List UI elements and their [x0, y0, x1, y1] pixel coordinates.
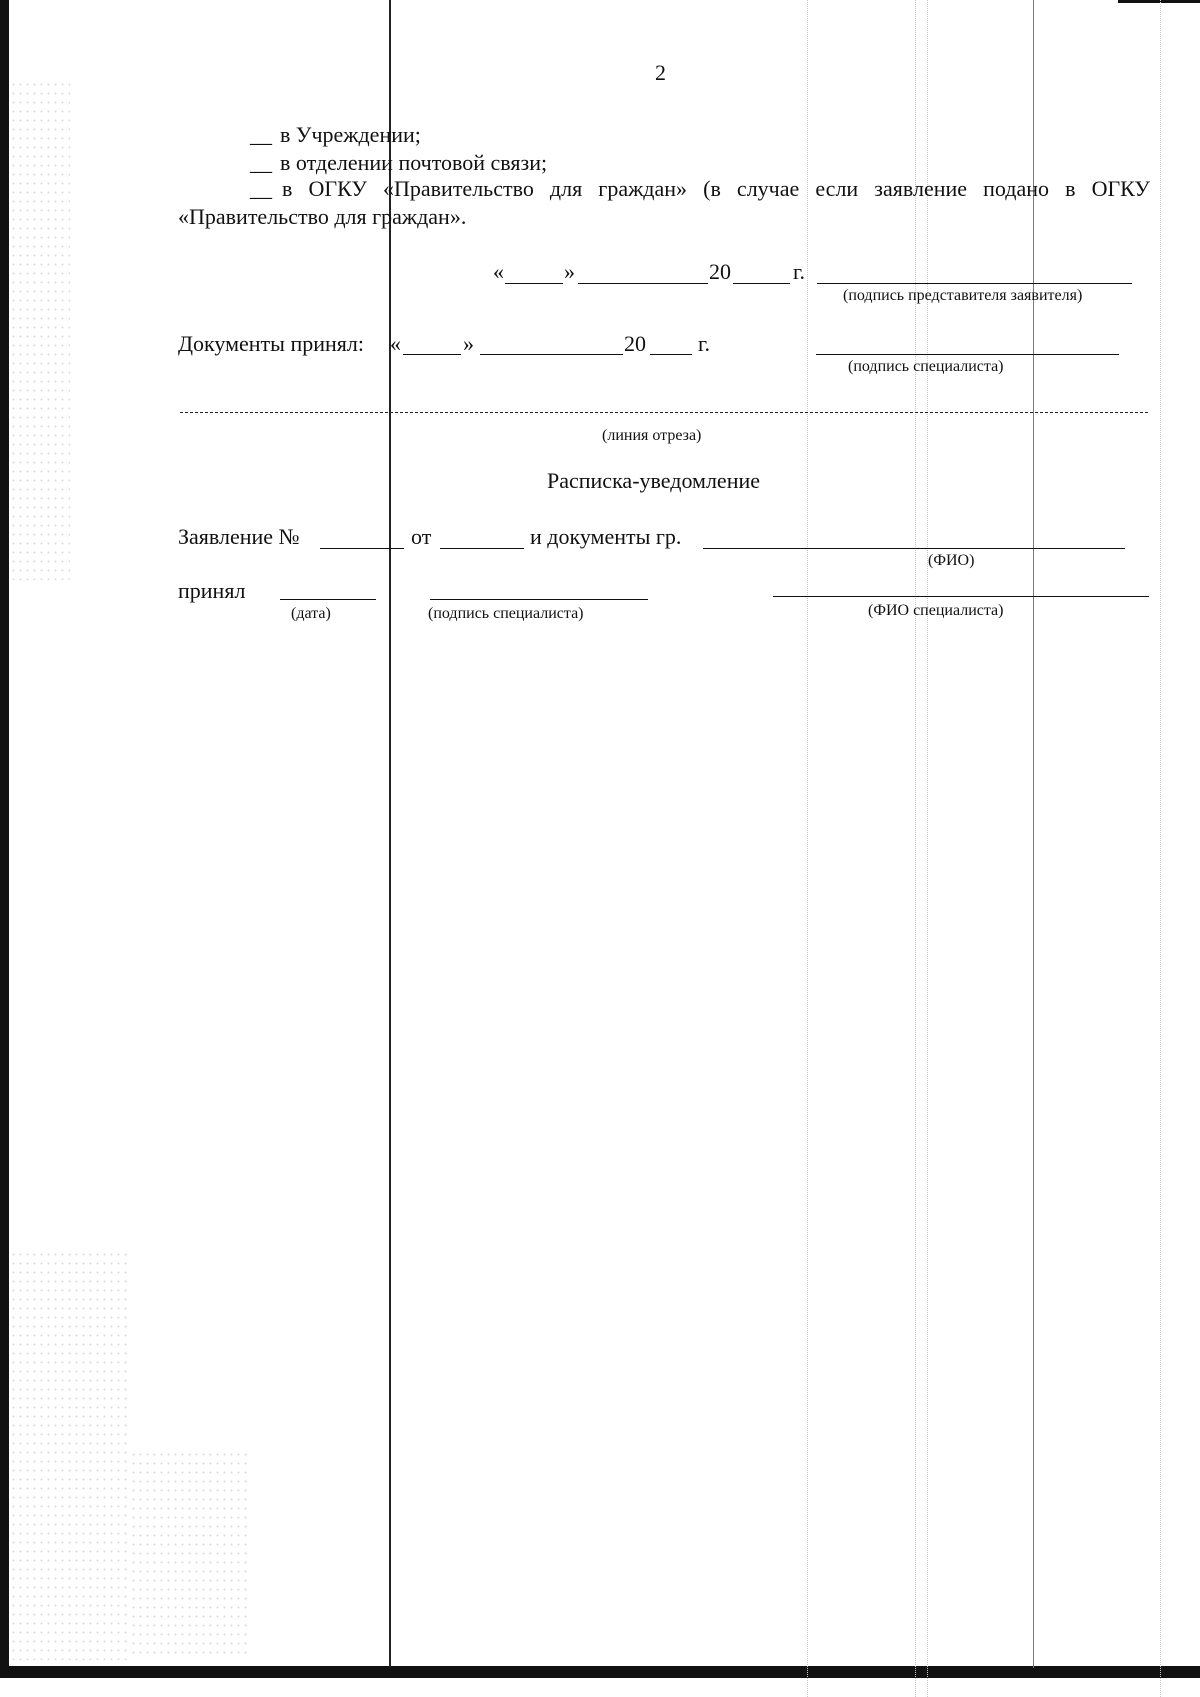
fio-caption: (ФИО)	[928, 552, 975, 569]
signature-caption: (подпись представителя заявителя)	[843, 287, 1083, 304]
scan-dotted-line	[1160, 0, 1161, 1697]
year-prefix: 20	[709, 259, 731, 284]
option-blank: __	[250, 122, 272, 147]
specialist-signature-line	[430, 599, 648, 600]
specialist-signature-caption: (подпись специалиста)	[428, 605, 584, 622]
cut-line	[180, 412, 1148, 413]
scan-noise	[10, 1250, 130, 1660]
year-blank	[733, 283, 790, 284]
scan-dotted-line	[927, 0, 928, 1697]
scan-edge-bottom	[0, 1666, 1200, 1678]
open-quote: «	[493, 259, 504, 284]
scan-vertical-line	[1033, 0, 1034, 1668]
citizen-fio-line	[703, 548, 1125, 549]
statement-date-blank	[440, 548, 524, 549]
page-number: 2	[655, 60, 666, 85]
documents-label: и документы гр.	[530, 524, 682, 549]
date-line	[280, 599, 376, 600]
year-prefix: 20	[624, 331, 646, 356]
option-text: в отделении почтовой связи;	[280, 150, 548, 175]
scan-noise	[10, 80, 70, 580]
scan-edge-top-right	[1118, 0, 1200, 3]
option-text-continued: «Правительство для граждан».	[178, 204, 467, 229]
documents-accepted-label: Документы принял:	[178, 331, 364, 356]
date-caption: (дата)	[291, 605, 331, 622]
signature-line	[816, 354, 1119, 355]
month-blank	[480, 354, 623, 355]
scan-dotted-line	[915, 0, 916, 1697]
option-blank: __	[250, 176, 272, 201]
year-blank	[650, 354, 692, 355]
scan-noise	[130, 1450, 250, 1660]
scan-margin-bottom	[0, 1678, 1200, 1697]
statement-number-label: Заявление №	[178, 524, 300, 549]
statement-number-blank	[320, 548, 404, 549]
signature-caption: (подпись специалиста)	[848, 358, 1004, 375]
scan-vertical-line	[389, 0, 391, 1668]
close-quote: »	[463, 331, 474, 356]
option-blank: __	[250, 150, 272, 175]
scan-edge-left	[0, 0, 9, 1697]
option-text: в Учреждении;	[280, 122, 421, 147]
cut-line-caption: (линия отреза)	[602, 427, 702, 444]
receipt-title: Расписка-уведомление	[547, 468, 761, 493]
from-label: от	[411, 524, 432, 549]
close-quote: »	[564, 259, 575, 284]
day-blank	[505, 283, 563, 284]
option-text: в ОГКУ «Правительство для граждан» (в случае если заявление подано в ОГКУ	[282, 176, 1150, 201]
open-quote: «	[390, 331, 401, 356]
day-blank	[403, 354, 461, 355]
specialist-fio-line	[773, 596, 1149, 597]
month-blank	[578, 283, 708, 284]
year-suffix: г.	[698, 331, 711, 356]
scan-dotted-line	[807, 0, 808, 1697]
signature-line	[817, 283, 1132, 284]
accepted-label: принял	[178, 578, 246, 603]
year-suffix: г.	[793, 259, 806, 284]
specialist-fio-caption: (ФИО специалиста)	[868, 602, 1004, 619]
